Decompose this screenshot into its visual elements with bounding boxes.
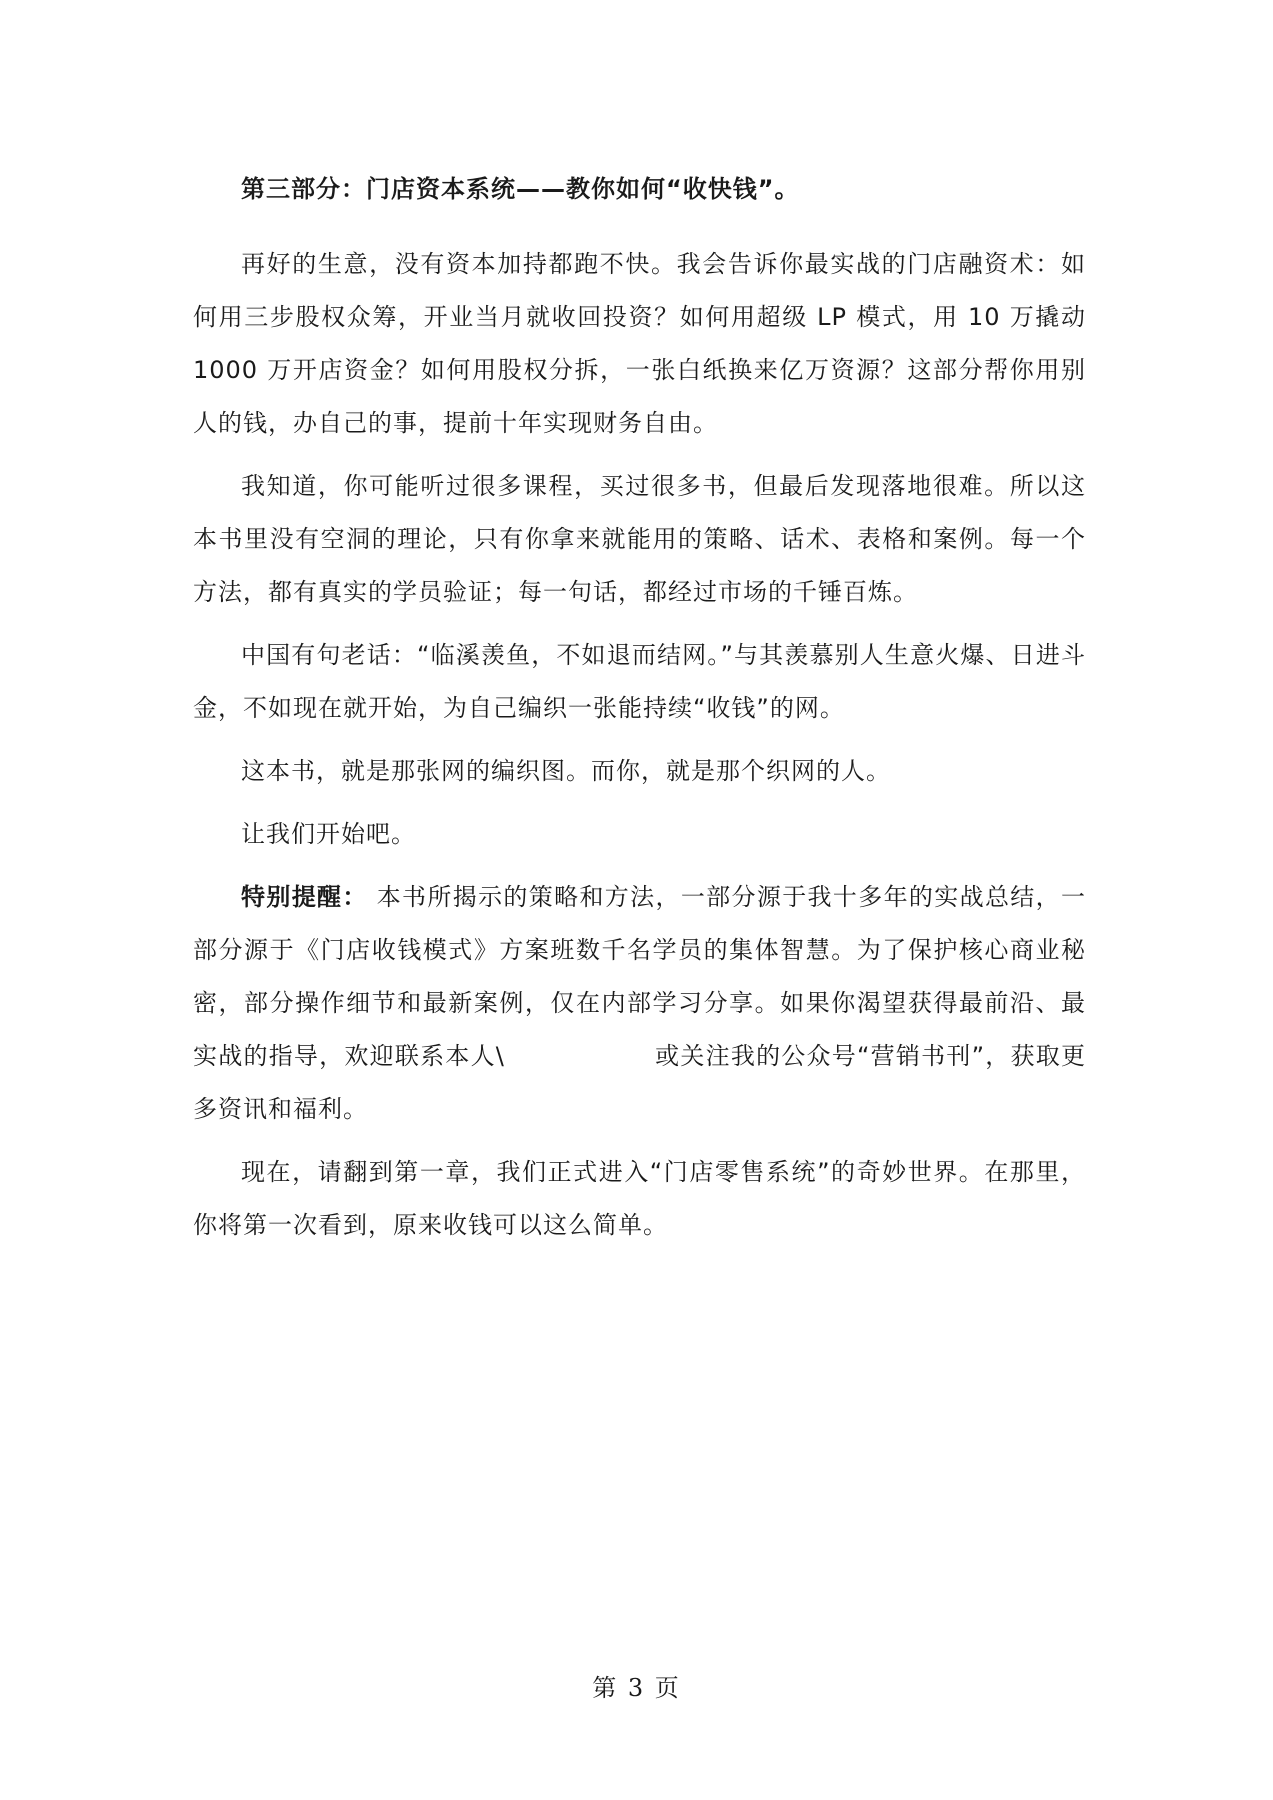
paragraph-1: 再好的生意，没有资本加持都跑不快。我会告诉你最实战的门店融资术：如何用三步股权众筹，开业当月就收回投资？如何用超级 LP 模式，用 10 万撬动 1000 万开店资金？如何用股权分拆，一张白纸换来亿万资源？这部分帮你用别人的钱，办自己的事，提前十年实现财务自由。 (193, 250, 1086, 437)
paragraph-2: 我知道，你可能听过很多课程，买过很多书，但最后发现落地很难。所以这本书里没有空洞的理论，只有你拿来就能用的策略、话术、表格和案例。每一个方法，都有真实的学员验证；每一句话，都经过市场的千锤百炼。 (193, 472, 1086, 606)
special-reminder-paragraph (193, 871, 1086, 1136)
special-reminder-label: 特别提醒： (241, 883, 368, 911)
paragraph-3: 中国有句老话：“临溪羡鱼，不如退而结网。”与其羡慕别人生意火爆、日进斗金，不如现在就开始，为自己编织一张能持续“收钱”的网。 (193, 641, 1086, 722)
document-body (193, 163, 1086, 1262)
paragraph-5: 让我们开始吧。 (241, 820, 416, 848)
special-reminder-text: 本书所揭示的策略和方法，一部分源于我十多年的实战总结，一部分源于《门店收钱模式》方案班数千名学员的集体智慧。为了保护核心商业秘密，部分操作细节和最新案例，仅在内部学习分享。如果你渴望获得最前沿、最实战的指导，欢迎联系本人\ (193, 883, 1086, 1070)
closing-paragraph: 现在，请翻到第一章，我们正式进入“门店零售系统”的奇妙世界。在那里，你将第一次看到，原来收钱可以这么简单。 (193, 1158, 1086, 1239)
special-reminder-text-end: 或关注我的公众号“营销书刊”，获取更多资讯和福利。 (193, 1042, 1086, 1123)
section-heading: 第三部分：门店资本系统——教你如何“收快钱”。 (241, 175, 800, 203)
page-number: 第 3 页 (592, 1674, 681, 1702)
paragraph-4: 这本书，就是那张网的编织图。而你，就是那个织网的人。 (241, 757, 891, 785)
